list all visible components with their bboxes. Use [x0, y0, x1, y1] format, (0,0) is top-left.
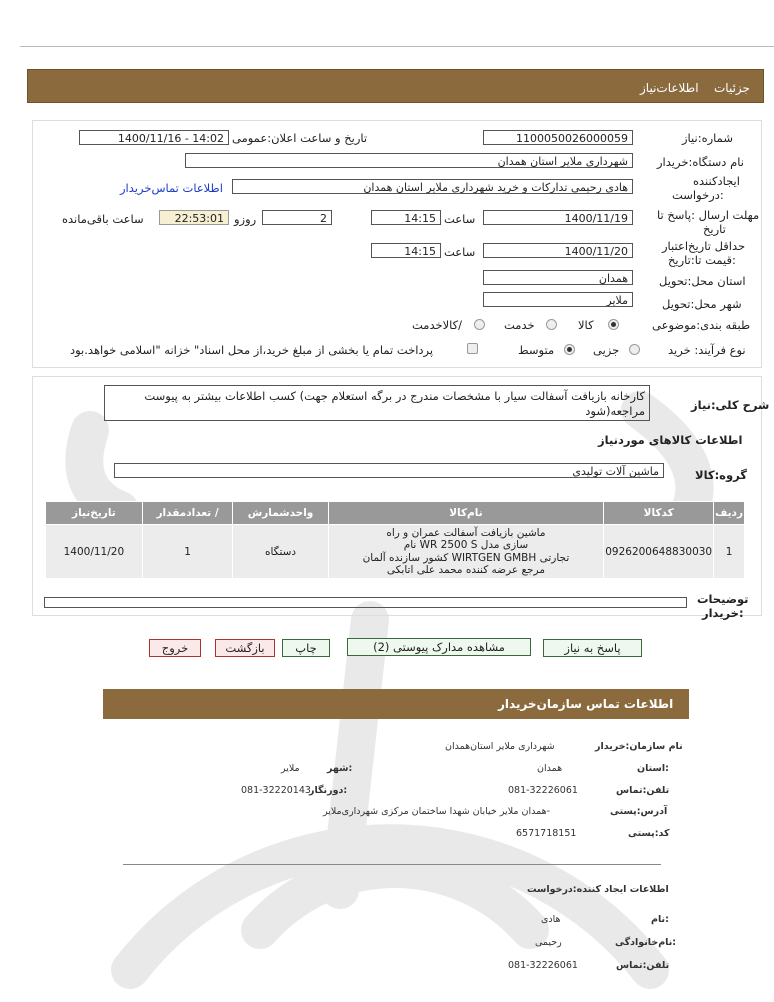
items-table	[45, 501, 745, 579]
days-field: 2	[262, 210, 332, 225]
reply-deadline-label-2: تاریخ	[703, 222, 726, 236]
remaining-time-field: 22:53:01	[159, 210, 229, 225]
tab-need-info[interactable]: اطلاعات‌نیاز	[640, 81, 699, 95]
buyer-contact-link[interactable]: اطلاعات تماس‌خریدار	[120, 181, 223, 195]
category-radio-goods-service[interactable]	[474, 319, 485, 330]
name-value: هادی	[541, 914, 561, 925]
announce-label: تاریخ و ساعت اعلان:عمومی	[232, 131, 368, 145]
cell-name-line: مرجع عرضه کننده محمد علی اتابکی	[386, 564, 545, 576]
exit-button[interactable]: خروج	[149, 639, 201, 657]
cell-code: 0926200648830030	[604, 525, 714, 579]
city-info-value: ملایر	[281, 763, 300, 774]
family-value: رحیمی	[535, 937, 562, 948]
creator-phone-value: 081-32226061	[508, 960, 578, 971]
address-value: -همدان ملایر خیابان شهدا ساختمان مرکزی شهرداری‌ملایر	[323, 806, 551, 817]
announce-field: 1400/11/16 - 14:02	[79, 130, 229, 145]
phone-label: تلفن:تماس	[616, 785, 670, 796]
cell-name-line: ماشین بازیافت آسفالت عمران و راه	[386, 526, 546, 539]
fax-label: :دورنگار	[309, 785, 348, 796]
creator-label-1: ایجادکننده	[693, 174, 740, 188]
validity-time-label: ساعت	[444, 245, 476, 259]
validity-label-2: :قیمت تا:تاریخ	[668, 253, 736, 267]
province-field: همدان	[483, 270, 633, 285]
city-label: شهر محل:تحویل	[662, 297, 742, 311]
print-button[interactable]: چاپ	[282, 639, 330, 657]
col-unit: واحدشمارش	[233, 502, 328, 525]
city-info-label: :شهر	[327, 763, 353, 774]
reply-button[interactable]: پاسخ به نیاز	[543, 639, 642, 657]
cell-name	[328, 525, 604, 579]
fax-value: 081-32220143	[241, 785, 311, 796]
cell-qty: 1	[142, 525, 233, 579]
validity-label-1: حداقل تاریخ‌اعتبار	[662, 239, 746, 253]
process-radio-minor[interactable]	[629, 344, 640, 355]
reply-deadline-label-1: مهلت ارسال :پاسخ تا	[657, 208, 760, 222]
address-label: آدرس:پستی	[610, 806, 668, 817]
goods-group-label: گروه:کالا	[695, 468, 747, 482]
tab-details[interactable]: جزئیات	[714, 81, 750, 95]
creator-section-title: اطلاعات ایجاد کننده:درخواست	[527, 884, 669, 895]
goods-info-title: اطلاعات کالاهای موردنیاز	[598, 433, 743, 447]
process-radio-medium[interactable]	[564, 344, 575, 355]
creator-label-2: :درخواست	[672, 188, 724, 202]
days-label: روزو	[234, 212, 257, 226]
table-row	[46, 525, 745, 579]
province-info-value: همدان	[537, 763, 563, 774]
validity-date-field: 1400/11/20	[483, 243, 633, 258]
contact-divider	[123, 864, 661, 865]
cell-date: 1400/11/20	[46, 525, 143, 579]
creator-field: هادی رحیمی تدارکات و خرید شهرداری ملایر استان همدان	[232, 179, 633, 194]
back-button[interactable]: بازگشت	[215, 639, 275, 657]
process-option-medium: متوسط	[518, 343, 555, 357]
org-label: نام سازمان:خریدار	[595, 741, 683, 752]
top-divider	[20, 46, 774, 47]
payment-note: پرداخت تمام یا بخشی از مبلغ خرید،از محل اسناد" خزانه "اسلامی خواهد.بود	[70, 343, 434, 357]
col-code: کدکالا	[604, 502, 714, 525]
reply-date-field: 1400/11/19	[483, 210, 633, 225]
city-field: ملایر	[483, 292, 633, 307]
category-radio-goods[interactable]	[608, 319, 619, 330]
family-label: :نام‌خانوادگی	[615, 937, 677, 948]
category-option-goods-service: /کالاخدمت	[412, 318, 463, 332]
category-option-service: خدمت	[504, 318, 535, 332]
province-label: استان محل:تحویل	[659, 274, 746, 288]
cell-unit: دستگاه	[233, 525, 328, 579]
category-option-goods: کالا	[578, 318, 594, 332]
buyer-label: نام دستگاه:خریدار	[657, 155, 744, 169]
cell-row: 1	[714, 525, 745, 579]
category-label: طبقه بندی:موضوعی	[652, 318, 751, 332]
buyer-notes-label-2: :خریدار	[702, 606, 744, 620]
col-date: تاریخ‌نیاز	[46, 502, 143, 525]
creator-phone-label: تلفن:تماس	[616, 960, 670, 971]
cell-name-line: تجارتی WIRTGEN GMBH کشور سازنده آلمان	[362, 551, 570, 564]
process-option-minor: جزیی	[593, 343, 620, 357]
attachments-button[interactable]: مشاهده مدارک پیوستی (2)	[347, 638, 531, 656]
need-number-label: شماره:نیاز	[682, 131, 733, 145]
table-header-row	[46, 502, 745, 525]
process-label: نوع فرآیند: خرید	[668, 343, 746, 357]
reply-time-label: ساعت	[444, 212, 476, 226]
summary-text: کارخانه بازیافت آسفالت سیار با مشخصات مندرج در برگه استعلام جهت) کسب اطلاعات بیشتر به پیوست مراجعه(شود	[104, 385, 650, 421]
remaining-label: ساعت باقی‌مانده	[62, 212, 144, 226]
buyer-notes-label-1: توضیحات	[697, 592, 749, 606]
reply-time-field: 14:15	[371, 210, 441, 225]
postal-value: 6571718151	[516, 828, 577, 839]
contact-header-title: اطلاعات تماس سازمان‌خریدار	[498, 697, 674, 711]
col-name: نام‌کالا	[328, 502, 604, 525]
org-value: شهرداری ملایر استان‌همدان	[445, 741, 555, 752]
phone-value: 081-32226061	[508, 785, 578, 796]
goods-group-field: ماشین آلات تولیدی	[114, 463, 664, 478]
cell-name-line: سازی مدل WR 2500 S نام	[403, 539, 529, 551]
payment-checkbox[interactable]	[467, 343, 478, 354]
postal-label: کد:پستی	[628, 828, 670, 839]
name-label: :نام	[651, 914, 669, 925]
buyer-field: شهرداری ملایر استان همدان	[185, 153, 633, 168]
col-qty: / تعدادمقدار	[142, 502, 233, 525]
col-row: ردیف	[714, 502, 745, 525]
buyer-notes-field	[44, 597, 687, 608]
category-radio-service[interactable]	[546, 319, 557, 330]
province-info-label: :استان	[637, 763, 669, 774]
validity-time-field: 14:15	[371, 243, 441, 258]
need-number-field: 1100050026000059	[483, 130, 633, 145]
summary-label: شرح کلی:نیاز	[691, 398, 770, 412]
